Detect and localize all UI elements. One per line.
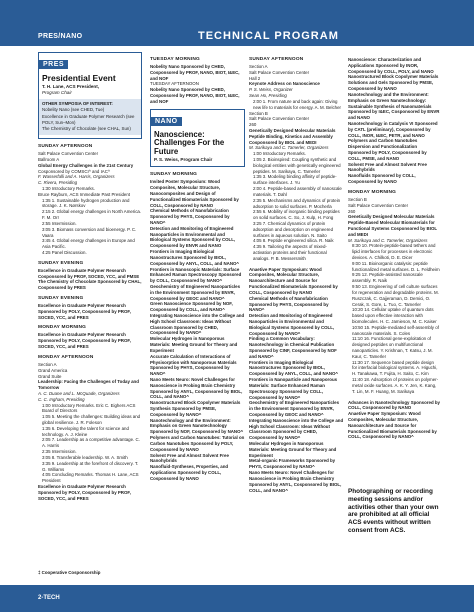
session-heading: TUESDAY MORNING: [150, 57, 200, 62]
program-line: 4:05 8. Peptide engineered silica. R. Naik: [253, 238, 334, 244]
program-line: Anaetive Paper Symposium: Wood Composites, Molecular Structure, Nanoarchitecture and Source for Functionalized Biomaterials Sponsored by COLL, Cosponsored by NANO: [249, 266, 338, 295]
program-line: 1:35 6. Developing the talent for science and technology. A. J. Kleine: [42, 425, 129, 437]
program-line: 2:55 6. Mobility of inorganic binding peptides on solid surfaces. C. So, J. Kulp, H. Fong: [253, 209, 340, 221]
program-line: Bruce Rayburn, ACS Immediate Past President: [38, 191, 131, 197]
program-line: Advances in Nanotechnology Sponsored by COLL, Cosponsored by NANO: [348, 399, 440, 411]
program-line: TUESDAY AFTERNOON: [150, 81, 199, 87]
program-line: 11:30 17. Sequence based peptide design for interfacial biological systems. A. Higuchi, H. Tanakawa, T. Fujita, H. Saito, C. Kim: [352, 359, 438, 377]
program-line: 9:00 11. Bioinorganic catalysis: peptide functionalized metal surfaces. D. L. Feldheim: [352, 260, 440, 272]
program-line: 2:55 Intermission.: [42, 220, 77, 226]
program-line: Finding a Common Vocabulary: Nanotechnology in Chemical Publication Sponsored by CINF, Cosponsored by NOF and NANO^: [249, 336, 337, 359]
program-line: 10:50 15. Peptide-mediated self-assembly of nanoscale materials. S. Coles: [352, 324, 439, 336]
program-line: Cosponsored by COMSCI^ and IAC^: [38, 168, 110, 174]
program-line: Genetically Designed Molecular Materials Peptide Binding, Kinetics and Assembly Cosponsored by BIOL and MEDI: [249, 127, 336, 145]
symposium-of-interest: Nobelity Nano (see CHED, Tue): [42, 107, 105, 113]
program-block: [38, 325, 142, 349]
program-line: 1:35 1. Sustainable hydrogen production and storage. J. K. Nørskov: [42, 197, 130, 209]
program-line: 1:05 5. Meeting the challenges: Building ideas and global resilience. J. R. Foleson: [42, 414, 141, 426]
pres-box: [38, 52, 142, 139]
program-line: 260: [249, 122, 257, 128]
nano-title: Nanoscience: Challenges For the Future: [154, 129, 225, 156]
program-line: 4:35 9. Tailoring the aspects of mixed-activation proteins and their functional analogs. P. B. Messersmith: [253, 244, 327, 261]
column-1: [38, 52, 142, 582]
program-line: The Chemistry of Chocolate Sponsored by CHAL, Cosponsored by PRES: [38, 279, 142, 291]
page-number: 2-TECH: [38, 595, 60, 601]
program-line: Nano Meets Neuro: Novel Challenges for Nanoscience in Probing Brain Chemistry Sponsored by ANYL, Cosponsored by BIOL, COLL, and NANO^: [150, 376, 243, 400]
program-line: Salt Palace Convention Center: [249, 116, 310, 122]
pres-byline-2: Program Chair: [42, 90, 72, 96]
program-line: Salt Palace Convention Center: [348, 202, 409, 208]
program-line: Section B: [348, 196, 367, 202]
program-line: Detection and Monitoring of Engineered Nanoparticles in Environmental and Biological Systems Sponsored by COLL, Cosponsored by ENVR and NANO: [150, 225, 236, 249]
program-line: Solvent Free and Almost Solvent Free Nanohybrids: [348, 161, 427, 173]
program-line: C. Rivera, Presiding: [38, 180, 78, 186]
program-line: 3:45 4. Global energy challenges in Europe and Asia Pacific.: [42, 238, 135, 250]
program-line: Integrating Nanoscience into the College and High School Classroom: Ideas Without Classroom Sponsored by CHED, Cosponsored by NANO^: [150, 313, 245, 336]
program-line: 11:10 16. Functional gene-exploitation of designed peptides on multifunctional nanoparticles. Y. Krishnan, T. Katsu, J. M. Kaur, C. Tamerler: [352, 336, 433, 359]
program-line: Accurate Calculation of Interactions of Physisorption with Nanoporous Materials Sponsored by PHYS, Cosponsored by NANO^: [150, 353, 237, 377]
program-line: Section A: [249, 64, 268, 69]
program-line: 1:00 Introductory Remarks.: [253, 151, 306, 157]
pres-tag: PRES: [39, 60, 68, 69]
column-2: [150, 52, 245, 582]
program-line: Frontiers in Imaging Biological Nanostructures Sponsored by BIOL, Cosponsored by ANYL, COLL, and NANO^: [249, 359, 338, 377]
program-line: Nanotechnology and the Environment: Emphasis on Green Nanotechnology Sponsored by NOF, Cosponsored by NANO^: [150, 417, 244, 435]
program-line: M. Sarikaya and C. Tamerler, Organizers: [348, 237, 428, 243]
program-line: Nanotechnology and the Environment: Emphasis on Green Nanotechnology: Sustainable Synthesis of Nanomaterials Sponsored by I&EC, Cosponsored by ENVR and NANO: [348, 91, 440, 121]
page-footer: [0, 585, 474, 612]
program-line: Nanofluid-Syntheses, Properties, and Applications Sponsored by COLL, Cosponsored by NANO: [150, 464, 229, 481]
session-heading: SUNDAY AFTERNOON: [249, 57, 304, 62]
page-header: [0, 0, 474, 46]
section-label: PRES/NANO: [38, 33, 83, 40]
program-line: Nobelity Nano Sponsored by CHED, Cosponsored by PROF, NANO, BIOT, I&EC, and NOF: [150, 87, 240, 104]
program-line: Solutions and Gels Sponsored by PMSE, Cosponsored by NANO: [348, 80, 434, 92]
pres-byline: T. H. Lane, ACS President,: [42, 84, 100, 90]
program-line: Anaetive Paper Symposium: Wood Composites, Molecular Structure, Nanoarchitecture and Source for Functionalized Biomaterials Sponsored by COLL, Cosponsored by NANO^: [348, 411, 437, 440]
program-line: 4:25 Panel Discussion.: [42, 249, 87, 255]
session-heading: SUNDAY EVENING: [38, 260, 84, 266]
program-line: 2:35 Intermission.: [42, 449, 77, 455]
session-heading: SUNDAY EVENING: [38, 296, 84, 302]
recording-notice: Photographing or recording meeting sessions and/or activities other than your own are prohibited at all official ACS events without written consent from ACS.: [348, 488, 439, 535]
session-heading: MONDAY MORNING: [348, 189, 397, 195]
symposium-of-interest: The Chemistry of Chocolate (see CHAL, Sun): [42, 126, 131, 132]
program-block: [38, 355, 142, 502]
program-line: Excellence in Graduate Polymer Research Sponsored by POLY, Cosponsored by PROF, SOCED, YCC, and PRES: [38, 303, 131, 320]
program-line: 2:00 4. Peptide-based assembly of nanoscale materials. T. Dahl: [253, 186, 342, 197]
program-line: Leadership: Facing the Challenges of Today and Tomorrow: [38, 379, 139, 391]
program-line: Frontiers in Nanoparticle and Nanoporous Materials: Surface Enhanced Raman Spectroscopy Sponsored by COLL, Cosponsored by NANO^: [249, 377, 338, 400]
program-line: 8:30 10. Protein-peptide-based tethers and lipid interfaces for processes in electronic devices. A. Chilkoti, D. E. Dicer: [352, 243, 436, 260]
footnote: ‡ Cooperative Cosponsorship: [38, 570, 101, 575]
pres-title: Presidential Event: [42, 73, 116, 83]
program-line: A. C. Duane and L. McQuade, Organizers: [38, 390, 120, 396]
program-line: Ballroom A: [38, 156, 60, 162]
program-line: Green Nanoscience Sponsored by NOF, Cosponsored by COLL, and NANO^: [150, 301, 233, 313]
program-line: 4:05 Concluding Remarks. Thomas H. Lane, ACS President: [42, 472, 139, 484]
program-line: 2:15 2. Global energy challenges in North America. F. M. Orr: [42, 209, 142, 221]
program-line: Molecular Hydrogen in Nanoporous Materials: Meeting Ground for Theory and Experiment: [249, 441, 337, 458]
program-line: 3:05 3. Biomass conversion and bioenergy. P. C. Vaara: [42, 226, 137, 238]
program-block: [150, 57, 245, 105]
program-block: [348, 190, 440, 395]
program-line: Frontiers in Imaging Biological Nanostructures Sponsored by BIOL, Cosponsored by ANYL, COLL, and NANO^: [150, 249, 239, 266]
program-line: Keynote Address on Nanoscience: [249, 81, 320, 87]
program-line: Geochemistry of Engineered Nanoparticles in the Environment Sponsored by ENVR, Cosponsored by GEOC and NANO^: [249, 400, 340, 417]
program-line: 1:05 2. Bioinspired: Coupling synthetic and biological entities with genetically engineered peptides. M. Sarikaya, C. Tamerler: [253, 157, 341, 174]
program-block: [249, 57, 344, 262]
program-line: Grand Suite: [38, 373, 62, 379]
program-line: 3:25 7. Chemical dynamics of protein adsorption and desorption on engineered surfaces in aqueous solution. N. Saito: [253, 220, 334, 238]
program-line: Section A: [38, 361, 57, 367]
program-line: 3:05 8. Transferable leadership. W. A. Smith: [42, 454, 128, 460]
program-line: Genetically Designed Molecular Materials Peptide-Based Molecular Biomaterials for Functional Systems Cosponsored by BIOL and MEDI: [348, 214, 437, 237]
program-line: 9:50 13. Engineering of cell culture surfaces for regeneration and degradable proteins. M. Ruszczak, C. Gajjeraman, D. Demici, O. Cerak, S. Gore, L. Tuo, C. Tamerler: [352, 284, 439, 307]
nano-box: [150, 109, 245, 168]
program-line: Salt Palace Convention Center: [38, 151, 99, 157]
program-line: Nobelity Nano Sponsored by CHED, Cosponsored by PROF, NANO, BIOT, I&EC, and NOF: [150, 64, 240, 81]
program-line: M. Sarikaya and C. Tamerler, Organizers: [249, 145, 329, 151]
program-line: Frontiers in Nanoscopic Materials: Surface Enhanced Raman Spectroscopy Sponsored by COLL, Cosponsored by NANO^: [150, 266, 242, 284]
program-block: [348, 400, 440, 441]
session-heading: MONDAY MORNING: [38, 325, 87, 331]
program-line: F. Wasserfalli and A. Harris, Organizers: [38, 174, 115, 180]
program-line: Metal-organic Frameworks Sponsored by PHYS, Cosponsored by NANO^: [249, 458, 336, 470]
program-line: Molecular Hydrogen in Nanoporous Materials: Meeting Ground for Theory and Experiment: [150, 336, 238, 353]
nano-byline: P. S. Weiss, Program Chair: [154, 157, 213, 163]
program-line: Excellence in Graduate Polymer Research Sponsored by POLY, Cosponsored by PROF, SOCED, YCC, and PRES: [38, 483, 131, 501]
symposium-of-interest: Excellence in Graduate Polymer Research (see POLY, Sun–Mon): [42, 114, 135, 125]
program-line: 2:00 1. From nature and back again: Giving new life to materials for energy. A. M. Belcher: [253, 98, 342, 110]
column-3: [249, 52, 344, 582]
program-line: 11:40 18. Adsorption of proteins on polymer-metal oxide surfaces. A. K. Y. Jen, K. Kang, T. Lin, M. F. Huang, M. Sarikaya: [352, 377, 439, 394]
column-4: [348, 52, 440, 484]
program-line: Integrating Nanoscience into the College and High School Classroom: Ideas Without Classroom Sponsored by CHED, Cosponsored by NANO^: [249, 417, 344, 441]
program-line: Invited Poster Symposium: Wood Composites, Molecular Structure, Nanocomposites and Design of Functionalized Biomaterials Sponsored by COLL, Cosponsored by NANO: [150, 179, 239, 208]
program-line: Nanofluids Sponsored by COLL, Cosponsored by NANO: [348, 173, 416, 185]
program-line: 2:35 5. Mechanisms and dynamics of protein adsorption to solid surfaces. P. Mocherla: [253, 197, 341, 209]
program-line: 1:30 Introductory Remarks.: [42, 186, 95, 192]
program-line: Section B: [249, 110, 268, 116]
program-block: [249, 267, 344, 494]
program-line: 260: [348, 208, 356, 214]
program-line: Chemical Methods of Nanofabrication Sponsored by PHYS, Cosponsored by NANO^: [249, 295, 329, 313]
program-line: Excellence in Graduate Polymer Research Sponsored by POLY, Cosponsored by PROF, SOCED, YCC, and PRES: [38, 332, 131, 350]
program-line: Grand America: [38, 367, 68, 373]
program-block: [38, 261, 142, 291]
session-heading: SUNDAY MORNING: [150, 172, 198, 178]
program-line: 3:35 9. Leadership at the forefront of discovery. T. G. Williams: [42, 460, 139, 472]
program-line: Excellence in Graduate Polymer Research Cosponsored by PROF, SOCED, YCC, and PMSE: [38, 267, 140, 279]
program-line: Hall 2: [249, 75, 261, 81]
program-line: C. C. Ingham, Presiding: [38, 396, 85, 402]
program-line: Sean Ho, Presiding: [249, 93, 287, 99]
program-line: Chemical Methods of Nanofabrication Sponsored by PHYS, Cosponsored by NANO^: [150, 208, 230, 226]
program-line: Global Energy Challenges in the 21st Century: [38, 162, 134, 168]
program-line: Detection and Monitoring of Engineered Nanoparticles in Environmental and Biological Systems Sponsored by COLL, Cosponsored by NANO^: [249, 313, 335, 336]
session-heading: SUNDAY AFTERNOON: [38, 144, 93, 150]
program-line: 1:00 Introductory Remarks. Eric C. Eighers ACS Board of Directors: [42, 402, 136, 414]
program-line: 1:35 3. Modeling binding affinity of peptide-surface interfaces. J. Yu: [253, 174, 337, 186]
other-symposia-panel: [39, 99, 141, 135]
program-line: Geochemistry of Engineered Nanoparticles in the Environment Sponsored by ENVR, Cosponsored by GEOC and NANO^: [150, 283, 241, 301]
program-line: Salt Palace Convention Center: [249, 69, 310, 75]
other-symposia-heading: OTHER SYMPOSIA OF INTEREST:: [42, 101, 113, 107]
page-title: TECHNICAL PROGRAM: [198, 30, 339, 42]
program-line: Solvent Free and Almost Solvent Free Nanohybrids: [150, 452, 229, 464]
program-line: 10:20 14. Cellular uptake of quantum dots based upon effective interaction with biomolecules. H. C. Jamieson, M. C. Kaiser: [352, 307, 437, 324]
program-line: Nano Meets Neuro: Novel Challenges for Nanoscience in Probing Brain Chemistry Sponsored by ANYL, Cosponsored by BIOL, COLL, and NANO^: [249, 470, 342, 493]
program-block: [38, 296, 142, 320]
program-line: Nanotechnology in Catalysis VI Sponsored by CATL (preliminary), Cosponsored by COLL, INOR, I&EC, PETR, and NANO: [348, 120, 438, 138]
program-line: Polymers and Carbon Nanotubes Dispersion and Functionalization Sponsored by POLY, Cosponsored by COLL, PMSE, and NANO: [348, 138, 427, 161]
program-line: Polymers and Carbon Nanotubes: Tutorial on Carbon Nanotubes Sponsored by POLY, Cosponsored by NANO: [150, 435, 245, 452]
program-line: Nanostructured Block Copolymer Materials: [348, 74, 439, 80]
program-line: Nanostructured Block Copolymer Materials Synthesis Sponsored by PMSE, Cosponsored by NANO^: [150, 400, 241, 417]
program-block: [38, 144, 142, 256]
program-line: 2:05 7. Leadership as a competitive advantage. C. A. Harris: [42, 437, 140, 449]
program-line: P. S. Weiss, Organizer: [249, 87, 293, 93]
program-block: [150, 172, 245, 481]
session-heading: MONDAY AFTERNOON: [38, 354, 94, 360]
nano-tag: NANO: [151, 117, 182, 126]
program-block: [348, 57, 440, 185]
program-line: 9:25 12. Peptide-assisted nanoscale assembly. R. Naik: [352, 272, 423, 284]
program-line: Nanoscience: Characterization and Applications Sponsored by INOR, Cosponsored by COLL, POLY, and NANO: [348, 57, 434, 74]
